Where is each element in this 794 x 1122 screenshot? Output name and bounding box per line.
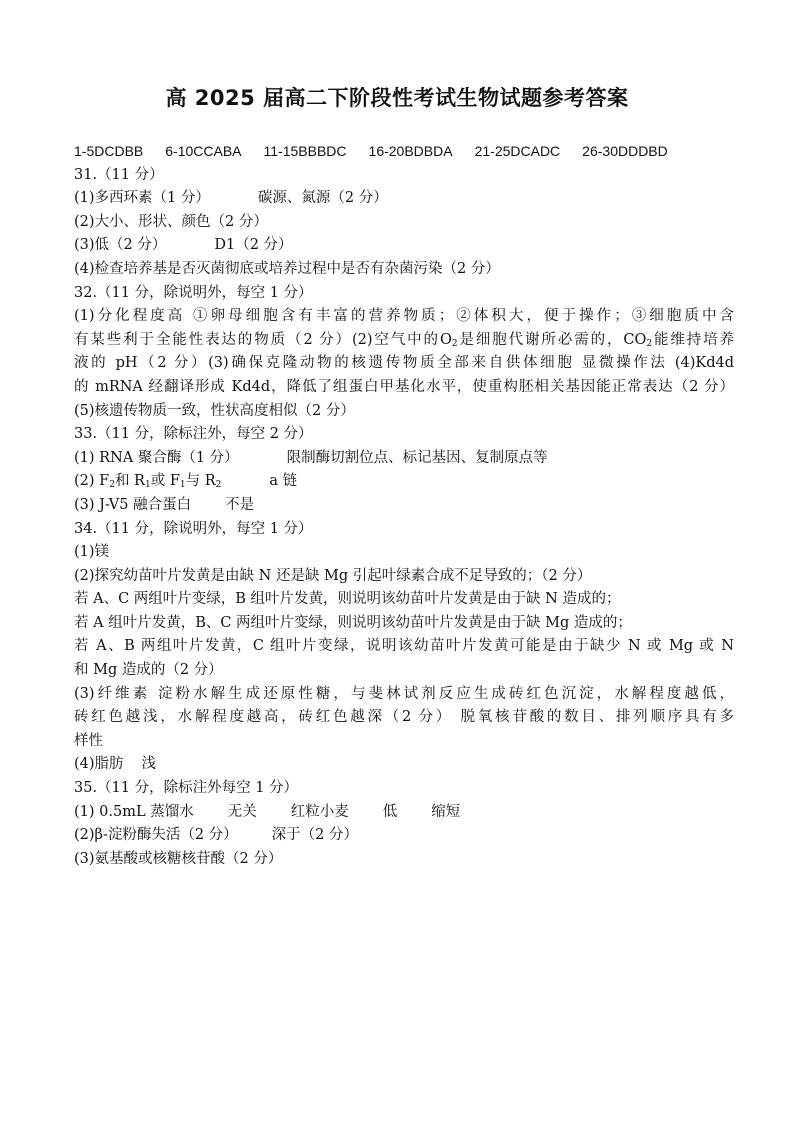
q31-1b: 碳源、氮源（2 分） bbox=[257, 190, 388, 207]
choice-answer-6-10: 6-10CCABA bbox=[165, 143, 242, 159]
q33-answer-1 bbox=[74, 447, 734, 471]
q33-2-sub1: 2 bbox=[109, 480, 115, 491]
q33-1a: (1) RNA 聚合酶（1 分） bbox=[74, 449, 239, 466]
q32-line-4: 的 mRNA 经翻译形成 Kd4d，降低了组蛋白甲基化水平，使重构胚相关基因能正常表达（2 分） bbox=[74, 378, 734, 395]
q33-2-f: (2) F bbox=[74, 473, 110, 490]
q32-line-1 bbox=[74, 305, 734, 329]
q33-3b: 不是 bbox=[225, 496, 255, 513]
q33-2-f1: 或 F bbox=[150, 473, 180, 490]
q34-line-10 bbox=[74, 753, 734, 777]
q32-1a: (1)分化程度高 bbox=[74, 308, 186, 325]
choice-answer-11-15: 11-15BBBDC bbox=[263, 143, 347, 159]
q34-line-1: (1)镁 bbox=[74, 544, 110, 561]
q31-answer-1 bbox=[74, 187, 734, 211]
q35-answer-1 bbox=[74, 801, 734, 825]
q35-answer-3: (3)氨基酸或核糖核苷酸（2 分） bbox=[74, 850, 283, 867]
q33-2-sub4: 2 bbox=[215, 480, 222, 491]
choice-answers-row bbox=[74, 140, 734, 164]
q33-answer-2 bbox=[74, 470, 734, 494]
q34-line-2: (2)探究幼苗叶片发黄是由缺 N 还是缺 Mg 引起叶绿素合成不足导致的；（2 分） bbox=[74, 567, 592, 584]
q34-line-4: 若 A 组叶片发黄，B、C 两组叶片变绿，则说明该幼苗叶片发黄是由于缺 Mg 造成的； bbox=[74, 614, 632, 631]
q34-line-8 bbox=[74, 706, 734, 730]
q34-10a: (4)脂肪 bbox=[74, 756, 124, 773]
q34-line-3: 若 A、C 两组叶片变绿，B 组叶片发黄，则说明该幼苗叶片发黄是由于缺 N 造成的； bbox=[74, 591, 621, 608]
q34-line-5: 若 A、B 两组叶片发黄，C 组叶片变绿，说明该幼苗叶片发黄可能是由于缺少 N 或 Mg 或 N bbox=[74, 638, 734, 655]
q32-3a: 液的 pH（2 分）(3)确保克隆动物的核遗传物质全部来自供体细胞 bbox=[74, 355, 575, 372]
choice-answer-21-25: 21-25DCADC bbox=[474, 143, 561, 159]
q32-2b: 是细胞代谢所必需的， bbox=[457, 331, 624, 348]
q32-o2-sub: 2 bbox=[451, 338, 458, 349]
q35-1a: (1) 0.5mL 蒸馏水 bbox=[74, 803, 194, 820]
q35-2b: 深于（2 分） bbox=[271, 827, 358, 844]
q32-co2: CO bbox=[623, 331, 647, 348]
q35-1d: 低 bbox=[382, 803, 398, 820]
q32-line-3 bbox=[74, 352, 734, 376]
q35-1c: 红粒小麦 bbox=[290, 803, 349, 820]
q32-header: 32.（11 分，除说明外，每空 1 分） bbox=[74, 284, 313, 301]
q32-2a: 有某些利于全能性表达的物质（2 分）(2)空气中的 bbox=[74, 331, 440, 348]
choice-answer-26-30: 26-30DDDBD bbox=[582, 143, 668, 159]
choice-answer-1-5: 1-5DCDBB bbox=[74, 143, 144, 159]
q31-answer-2: (2)大小、形状、颜色（2 分） bbox=[74, 213, 268, 230]
q33-2-r2: 与 R bbox=[185, 473, 216, 490]
q33-2-sub2: 1 bbox=[144, 480, 151, 491]
page-title: 高 2025 届高二下阶段性考试生物试题参考答案 bbox=[165, 86, 629, 110]
q32-co2-sub: 2 bbox=[646, 338, 653, 349]
q35-answer-2 bbox=[74, 824, 734, 848]
q32-line-5: (5)核遗传物质一致，性状高度相似（2 分） bbox=[74, 402, 355, 419]
q34-7b: 淀粉水解生成还原性糖，与斐林试剂反应生成砖红色沉淀，水解程度越低， bbox=[157, 685, 734, 702]
q34-8a: 砖红色越浅，水解程度越高，砖红色越深（2 分） bbox=[74, 709, 454, 726]
q34-line-9: 样性 bbox=[74, 732, 103, 749]
q32-line-2 bbox=[74, 329, 734, 353]
q33-3a: (3) J-V5 融合蛋白 bbox=[74, 496, 192, 513]
q31-header: 31.（11 分） bbox=[74, 166, 164, 183]
q34-8b: 脱氧核苷酸的数目、排列顺序具有多 bbox=[460, 709, 734, 726]
q33-2-end: a 链 bbox=[269, 473, 298, 490]
answer-content bbox=[74, 140, 734, 871]
q32-2c: 能维持培养 bbox=[652, 331, 734, 348]
choice-answer-16-20: 16-20BDBDA bbox=[368, 143, 453, 159]
q31-1a: (1)多西环素（1 分） bbox=[74, 190, 210, 207]
q33-1b: 限制酶切割位点、标记基因、复制原点等 bbox=[286, 449, 548, 466]
q35-2a: (2)β-淀粉酶失活（2 分） bbox=[74, 827, 238, 844]
q34-10b: 浅 bbox=[141, 756, 157, 773]
q31-answer-4: (4)检查培养基是否灭菌彻底或培养过程中是否有杂菌污染（2 分） bbox=[74, 260, 500, 277]
q35-header: 35.（11 分，除标注外每空 1 分） bbox=[74, 780, 299, 797]
q31-3b: D1（2 分） bbox=[214, 237, 293, 254]
q34-7a: (3)纤维素 bbox=[74, 685, 151, 702]
q34-line-6: 和 Mg 造成的（2 分） bbox=[74, 662, 223, 679]
q32-3b: 显微操作法 (4)Kd4d bbox=[581, 355, 734, 372]
q34-header: 34.（11 分，除说明外，每空 1 分） bbox=[74, 520, 313, 537]
q35-1e: 缩短 bbox=[431, 803, 461, 820]
q35-1b: 无关 bbox=[227, 803, 257, 820]
q32-o2: O bbox=[439, 331, 452, 348]
q31-answer-3 bbox=[74, 234, 734, 258]
q34-line-7 bbox=[74, 683, 734, 707]
q33-header: 33.（11 分，除标注外，每空 2 分） bbox=[74, 426, 313, 443]
q33-answer-3 bbox=[74, 494, 734, 518]
q32-1b: ①卵母细胞含有丰富的营养物质；②体积大，便于操作；③细胞质中含 bbox=[193, 308, 734, 325]
q33-2-r: 和 R bbox=[114, 473, 145, 490]
q33-2-sub3: 1 bbox=[179, 480, 186, 491]
q31-3a: (3)低（2 分） bbox=[74, 237, 167, 254]
